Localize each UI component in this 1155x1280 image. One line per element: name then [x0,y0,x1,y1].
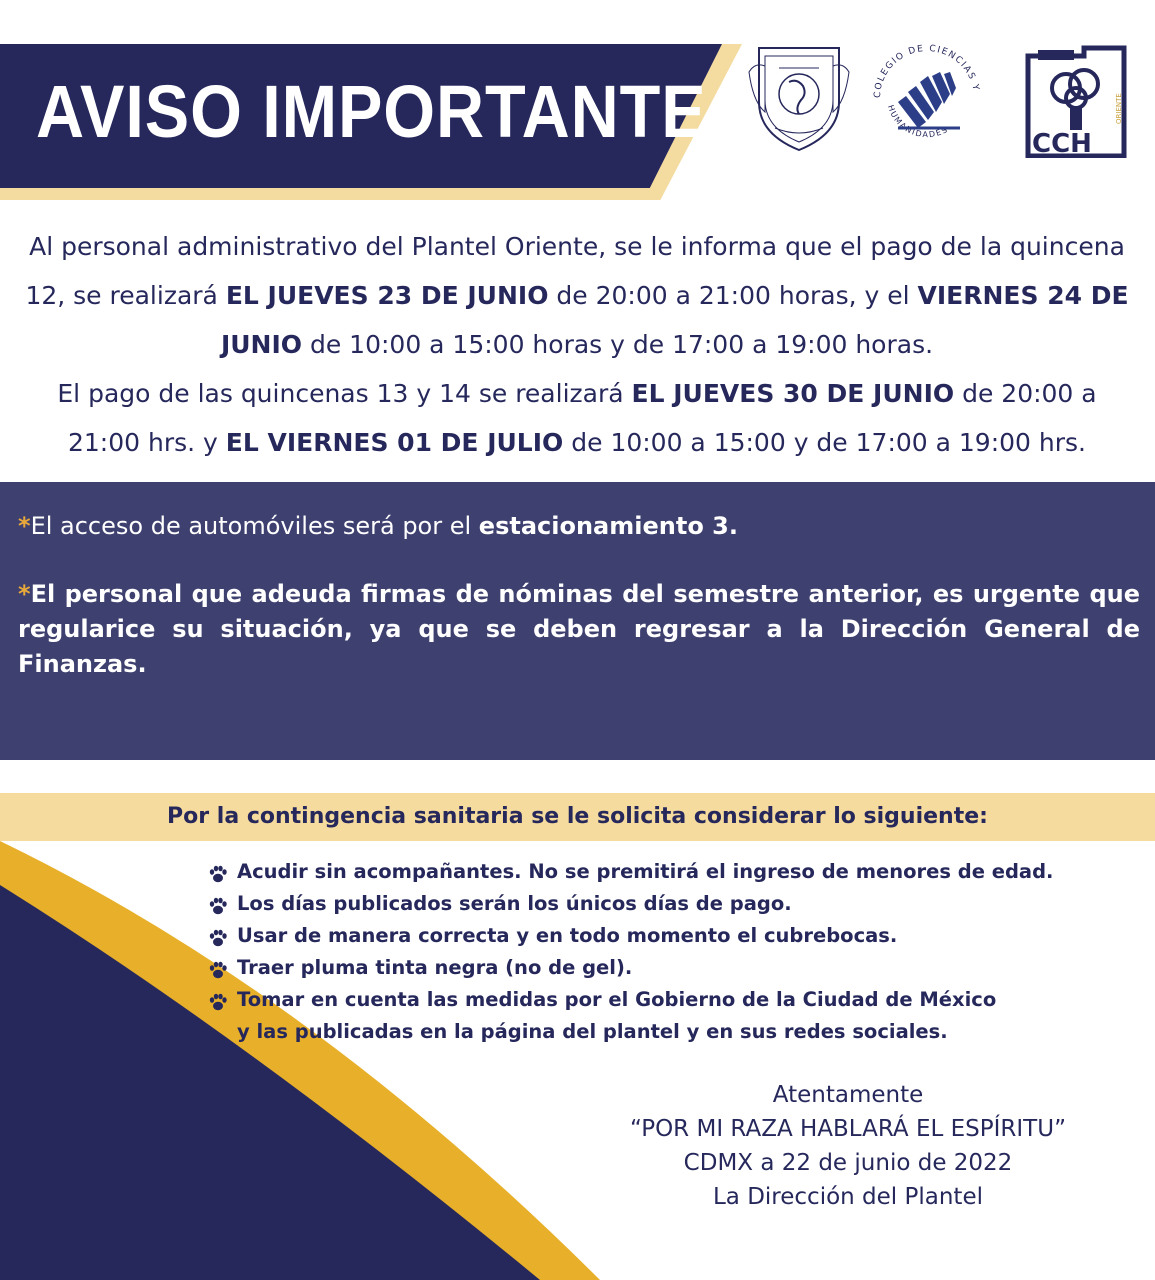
svg-text:COLEGIO DE CIENCIAS Y: COLEGIO DE CIENCIAS Y [872,43,981,99]
motto-line: “POR MI RAZA HABLARÁ EL ESPÍRITU” [630,1116,1066,1142]
list-item [208,888,1108,920]
page-title: AVISO IMPORTANTE [36,70,707,153]
payroll-note-text: El personal que adeuda firmas de nóminas del semestre anterior, es urgente que regularice su situación, ya que se deben regresar a la Dirección General de Finanzas. [18,580,1140,678]
paw-print-icon [208,928,228,948]
intro-paragraph [22,222,1132,467]
intro-text: de 20:00 a 21:00 hrs. y [68,379,1097,457]
intro-text: Al personal administrativo del Plantel Oriente, se le informa que el pago de la quincena 12, se realizará [25,232,1125,310]
date-line: CDMX a 22 de junio de 2022 [683,1150,1013,1176]
paw-print-icon [208,992,228,1012]
svg-text:CCH: CCH [1032,129,1092,158]
list-item-continuation: y las publicadas en la página del plantel y en sus redes sociales. [237,1020,948,1043]
signature-block [580,1078,1116,1214]
list-item-text: Los días publicados serán los únicos días de pago. [237,892,792,915]
asterisk-marker: * [18,580,31,608]
list-item [208,984,1108,1048]
list-item [208,856,1108,888]
cch-oriente-logo [1024,44,1128,158]
signer-line: La Dirección del Plantel [712,1184,983,1210]
contingency-heading: Por la contingencia sanitaria se le solicita considerar lo siguiente: [167,804,988,829]
date-highlight: VIERNES 24 DE JUNIO [220,281,1129,359]
svg-text:HUMANIDADES: HUMANIDADES [885,103,950,140]
payroll-signature-note [18,577,1140,682]
list-item-text: Usar de manera correcta y en todo momento el cubrebocas. [237,924,898,947]
list-item [208,920,1108,952]
asterisk-marker: * [18,512,31,540]
contingency-list [208,856,1108,1048]
list-item [208,952,1108,984]
unam-shield-logo [745,42,853,154]
parking-note-text: El acceso de automóviles será por el [30,512,479,540]
date-highlight: EL JUEVES 30 DE JUNIO [631,379,955,408]
paw-print-icon [208,896,228,916]
list-item-text: Tomar en cuenta las medidas por el Gobierno de la Ciudad de México [237,988,997,1011]
list-item-text: Traer pluma tinta negra (no de gel). [237,956,633,979]
date-highlight: EL JUEVES 23 DE JUNIO [225,281,549,310]
svg-text:ORIENTE: ORIENTE [1115,93,1123,124]
intro-text: de 20:00 a 21:00 horas, y el [548,281,918,310]
closing-line: Atentamente [772,1082,924,1108]
intro-text: El pago de las quincenas 13 y 14 se realizará [57,379,632,408]
paw-print-icon [208,864,228,884]
parking-lot-highlight: estacionamiento 3. [478,512,738,540]
colegio-ciencias-humanidades-logo [868,36,986,160]
date-highlight: EL VIERNES 01 DE JULIO [225,428,564,457]
paw-print-icon [208,960,228,980]
parking-note [18,509,1140,544]
intro-text: de 10:00 a 15:00 horas y de 17:00 a 19:00 horas. [302,330,934,359]
list-item-text: Acudir sin acompañantes. No se premitirá el ingreso de menores de edad. [237,860,1054,883]
intro-text: de 10:00 a 15:00 y de 17:00 a 19:00 hrs. [563,428,1086,457]
